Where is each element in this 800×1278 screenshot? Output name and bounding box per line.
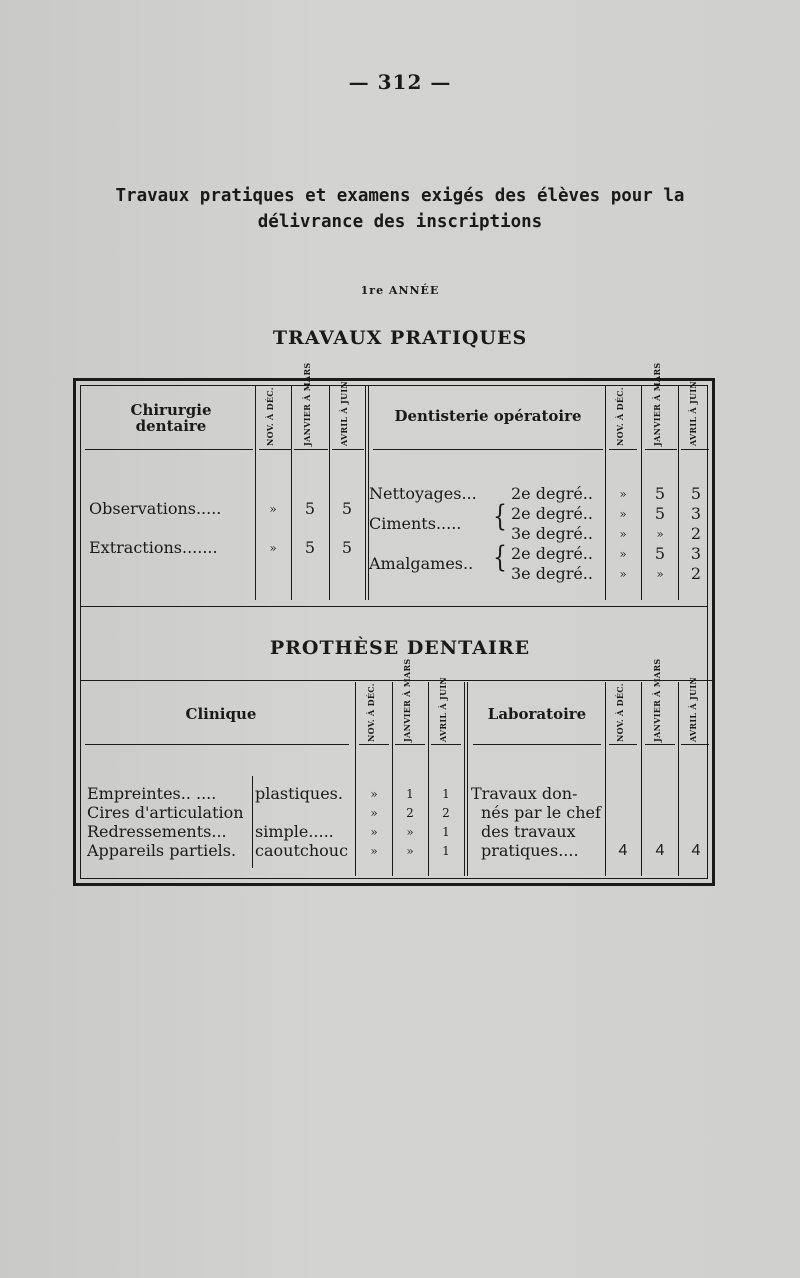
divider bbox=[85, 744, 349, 745]
section-heading-prothese: PROTHÈSE DENTAIRE bbox=[269, 637, 531, 659]
degree-label: 2e degré.. bbox=[511, 484, 593, 503]
divider bbox=[259, 449, 291, 450]
degree-label: 3e degré.. bbox=[511, 564, 593, 583]
divider bbox=[464, 682, 465, 876]
cell-value: » bbox=[406, 825, 414, 839]
table-row-label: Ciments..... bbox=[369, 514, 462, 533]
laboratoire-line: nés par le chef bbox=[481, 803, 601, 822]
divider bbox=[678, 682, 679, 876]
table-row-label: Redressements... bbox=[87, 822, 227, 841]
cell-value: » bbox=[406, 844, 414, 858]
table-frame bbox=[73, 362, 715, 886]
cell-value: 5 bbox=[341, 538, 353, 557]
dentisterie-header: Dentisterie opératoire bbox=[394, 407, 582, 425]
degree-label: 2e degré.. bbox=[511, 544, 593, 563]
divider bbox=[332, 449, 364, 450]
divider bbox=[605, 682, 606, 876]
cell-value: » bbox=[370, 787, 378, 801]
year-label: 1re ANNÉE bbox=[360, 284, 440, 297]
laboratoire-header: Laboratoire bbox=[487, 705, 587, 723]
divider bbox=[428, 682, 429, 876]
table-row-label: Empreintes.. .... bbox=[87, 784, 217, 803]
period-header-avr: AVRIL À JUIN bbox=[339, 380, 349, 446]
divider bbox=[392, 682, 393, 876]
cell-value: » bbox=[370, 806, 378, 820]
period-header-nov: NOV. À DÉC. bbox=[615, 387, 625, 446]
degree-label: 2e degré.. bbox=[511, 504, 593, 523]
divider bbox=[609, 744, 637, 745]
cell-value: 1 bbox=[442, 844, 450, 858]
cell-value: 1 bbox=[406, 787, 414, 801]
period-header-jan: JANVIER À MARS bbox=[652, 362, 662, 446]
divider bbox=[641, 682, 642, 876]
divider bbox=[85, 449, 253, 450]
table-row-label: Amalgames.. bbox=[369, 554, 474, 573]
laboratoire-line: des travaux bbox=[481, 822, 576, 841]
period-header-avr: AVRIL À JUIN bbox=[688, 676, 698, 742]
table-row-label: Nettoyages... bbox=[369, 484, 477, 503]
cell-value: 3 bbox=[690, 544, 702, 563]
divider bbox=[681, 449, 709, 450]
divider bbox=[365, 386, 366, 600]
cell-value: 3 bbox=[690, 504, 702, 523]
cell-value: 5 bbox=[654, 504, 666, 523]
period-header-avr: AVRIL À JUIN bbox=[688, 380, 698, 446]
cell-value: » bbox=[370, 844, 378, 858]
divider bbox=[291, 386, 292, 600]
table-row-label: Extractions....... bbox=[89, 538, 218, 557]
divider bbox=[681, 744, 709, 745]
divider bbox=[431, 744, 461, 745]
cell-value: 5 bbox=[304, 538, 316, 557]
brace-glyph: { bbox=[493, 542, 507, 575]
divider bbox=[473, 744, 601, 745]
cell-value: 1 bbox=[442, 787, 450, 801]
divider bbox=[373, 449, 603, 450]
cell-value: 2 bbox=[690, 524, 702, 543]
divider bbox=[645, 744, 675, 745]
cell-value: 4 bbox=[618, 842, 628, 859]
table-row-label: Observations..... bbox=[89, 499, 222, 518]
divider bbox=[467, 682, 468, 876]
divider bbox=[81, 606, 707, 607]
period-header-nov: NOV. À DÉC. bbox=[366, 683, 376, 742]
cell-value: 5 bbox=[690, 484, 702, 503]
cell-value: 4 bbox=[691, 842, 701, 859]
divider bbox=[641, 386, 642, 600]
divider bbox=[294, 449, 328, 450]
divider bbox=[252, 776, 253, 868]
period-header-jan: JANVIER À MARS bbox=[302, 362, 312, 446]
cell-value: 5 bbox=[654, 484, 666, 503]
table-inner bbox=[80, 362, 708, 879]
divider bbox=[609, 449, 637, 450]
table-row-sub: caoutchouc bbox=[255, 841, 349, 860]
brace-glyph: { bbox=[493, 501, 507, 534]
period-header-jan: JANVIER À MARS bbox=[652, 658, 662, 742]
period-header-nov: NOV. À DÉC. bbox=[615, 683, 625, 742]
table-row-sub: simple..... bbox=[255, 822, 334, 841]
cell-value: » bbox=[619, 507, 627, 521]
page-number: — 312 — bbox=[348, 70, 452, 94]
cell-value: » bbox=[619, 567, 627, 581]
section-heading-travaux: TRAVAUX PRATIQUES bbox=[272, 327, 528, 349]
laboratoire-line: pratiques.... bbox=[481, 841, 579, 860]
cell-value: 5 bbox=[341, 499, 353, 518]
cell-value: » bbox=[656, 567, 664, 581]
page-title: Travaux pratiques et examens exigés des élèves pour la délivrance des inscriptions bbox=[115, 186, 685, 232]
divider bbox=[395, 744, 425, 745]
cell-value: » bbox=[619, 527, 627, 541]
period-header-avr: AVRIL À JUIN bbox=[438, 676, 448, 742]
table-row-label: Appareils partiels. bbox=[87, 841, 237, 860]
cell-value: 4 bbox=[655, 842, 665, 859]
cell-value: » bbox=[269, 502, 277, 516]
divider bbox=[255, 386, 256, 600]
cell-value: » bbox=[619, 487, 627, 501]
cell-value: » bbox=[370, 825, 378, 839]
divider bbox=[645, 449, 677, 450]
degree-label: 3e degré.. bbox=[511, 524, 593, 543]
period-header-jan: JANVIER À MARS bbox=[402, 658, 412, 742]
period-header-nov: NOV. À DÉC. bbox=[265, 387, 275, 446]
divider bbox=[359, 744, 389, 745]
divider bbox=[355, 682, 356, 876]
cell-value: » bbox=[619, 547, 627, 561]
table-row-sub: plastiques. bbox=[255, 784, 343, 803]
divider bbox=[329, 386, 330, 600]
cell-value: » bbox=[656, 527, 664, 541]
laboratoire-line: Travaux don- bbox=[471, 784, 578, 803]
cell-value: 5 bbox=[654, 544, 666, 563]
table-row-label: Cires d'articulation bbox=[87, 803, 244, 822]
divider bbox=[605, 386, 606, 600]
cell-value: 2 bbox=[690, 564, 702, 583]
divider bbox=[678, 386, 679, 600]
cell-value: 1 bbox=[442, 825, 450, 839]
cell-value: 2 bbox=[442, 806, 450, 820]
clinique-header: Clinique bbox=[185, 705, 257, 723]
cell-value: » bbox=[269, 541, 277, 555]
cell-value: 5 bbox=[304, 499, 316, 518]
divider bbox=[81, 680, 713, 681]
cell-value: 2 bbox=[406, 806, 414, 820]
chirurgie-header: Chirurgie dentaire bbox=[130, 401, 212, 435]
